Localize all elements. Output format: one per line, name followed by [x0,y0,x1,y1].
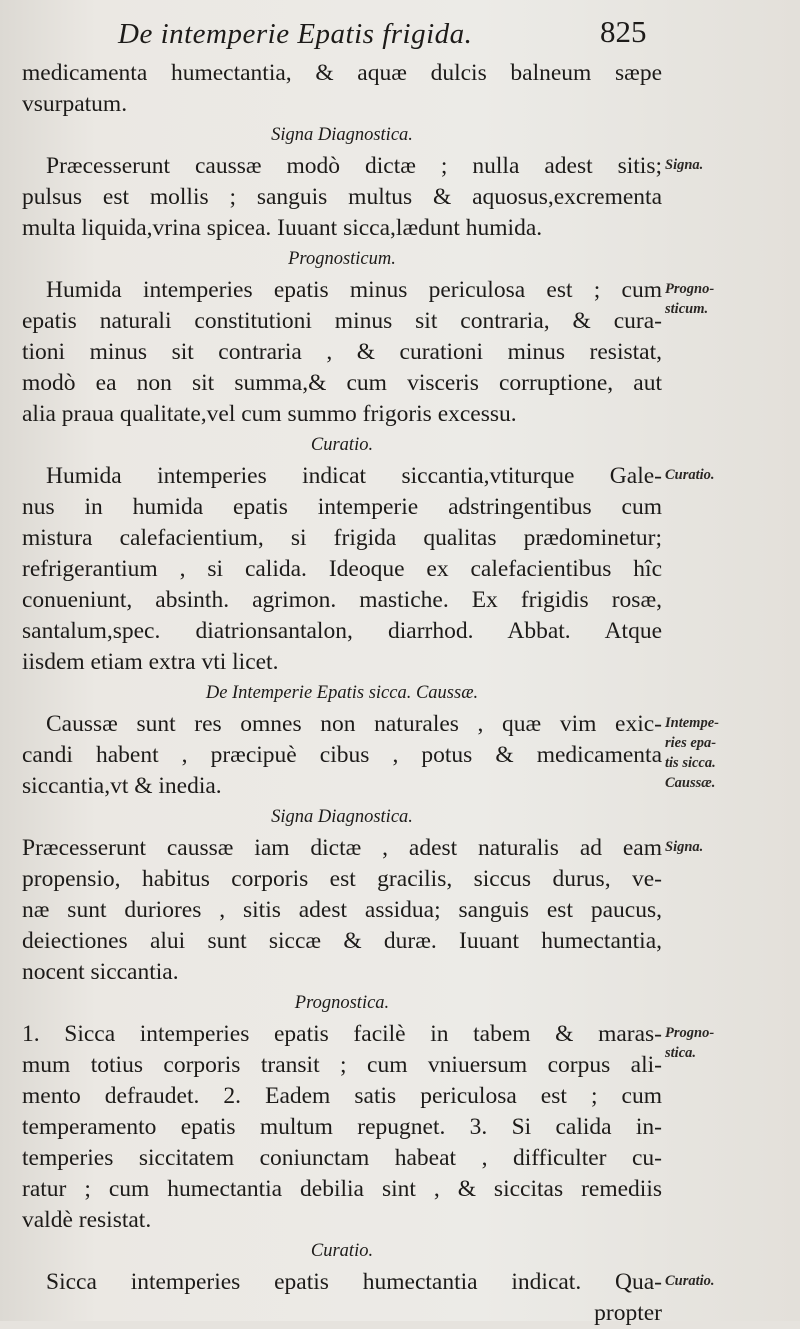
text-line: refrigerantium , si calida. Ideoque ex calefacientibus hîc [22,556,662,582]
section-heading: Prognostica. [294,993,390,1013]
margin-note: Curatio. [665,467,715,483]
text-line: multa liquida,vrina spicea. Iuuant sicca,lædunt humida. [22,215,543,241]
section-heading: Signa Diagnostica. [271,807,413,827]
text-line: næ sunt duriores , sitis adest assidua; sanguis est paucus, [22,897,662,923]
text-line: propter [594,1300,662,1326]
margin-note: Signa. [665,157,704,173]
text-line: Sicca intemperies epatis humectantia indicat. Qua- [46,1269,662,1295]
text-line: iisdem etiam extra vti licet. [22,649,279,675]
margin-note: Progno- sticum. [665,281,715,317]
text-line: 1. Sicca intemperies epatis facilè in tabem & maras- [22,1021,662,1047]
text-line: alia praua qualitate,vel cum summo frigoris excessu. [22,401,517,427]
text-line: deiectiones alui sunt siccæ & duræ. Iuuant humectantia, [22,928,662,954]
text-line: santalum,spec. diatrionsantalon, diarrhod. Abbat. Atque [22,618,662,644]
text-line: mum totius corporis transit ; cum vniuersum corpus ali- [22,1052,662,1078]
text-line: mento defraudet. 2. Eadem satis periculosa est ; cum [22,1083,662,1109]
text-line: mistura calefacientium, si frigida qualitas prædominetur; [22,525,662,551]
margin-note: Progno- stica. [665,1025,715,1061]
main-text-column [22,58,662,1329]
text-line: Præcesserunt caussæ iam dictæ , adest naturalis ad eam [22,835,662,861]
text-line: epatis naturali constitutioni minus sit contraria, & cura- [22,308,662,334]
text-line: temperamento epatis multum repugnet. 3. Si calida in- [22,1114,662,1140]
text-line: modò ea non sit summa,& cum visceris corruptione, aut [22,370,662,396]
text-line: valdè resistat. [22,1207,152,1233]
running-header [0,12,800,52]
text-line: Præcesserunt caussæ modò dictæ ; nulla adest sitis; [46,153,662,179]
section-heading: Signa Diagnostica. [271,125,413,145]
text-line: temperies siccitatem coniunctam habeat , difficulter cu- [22,1145,662,1171]
text-line: siccantia,vt & inedia. [22,773,222,799]
text-line: medicamenta humectantia, & aquæ dulcis balneum sæpe [22,60,662,86]
text-line: pulsus est mollis ; sanguis multus & aquosus,excrementa [22,184,662,210]
margin-note: Intempe- ries epa- tis sicca. Caussæ. [665,715,719,791]
margin-note: Curatio. [665,1273,715,1289]
text-line: Caussæ sunt res omnes non naturales , quæ vim exic- [46,711,662,737]
section-heading: Curatio. [310,435,374,455]
text-line: nocent siccantia. [22,959,179,985]
section-heading: Prognosticum. [288,249,396,269]
page-number: 825 [600,14,647,49]
text-line: candi habent , præcipuè cibus , potus & medicamenta [22,742,662,768]
text-line: vsurpatum. [22,91,128,117]
section-heading: Curatio. [310,1241,374,1261]
text-line: propensio, habitus corporis est gracilis, siccus durus, ve- [22,866,662,892]
text-line: tioni minus sit contraria , & curationi minus resistat, [22,339,662,365]
text-line: ratur ; cum humectantia debilia sint , & siccitas remediis [22,1176,662,1202]
text-line: nus in humida epatis intemperie adstringentibus cum [22,494,662,520]
section-heading: De Intemperie Epatis sicca. Caussæ. [205,683,479,703]
text-line: Humida intemperies indicat siccantia,vtiturque Gale- [46,463,662,489]
text-line: conueniunt, absinth. agrimon. mastiche. Ex frigidis rosæ, [22,587,662,613]
margin-note: Signa. [665,839,704,855]
running-title: De intemperie Epatis frigida. [118,18,473,50]
text-line: Humida intemperies epatis minus periculosa est ; cum [46,277,662,303]
